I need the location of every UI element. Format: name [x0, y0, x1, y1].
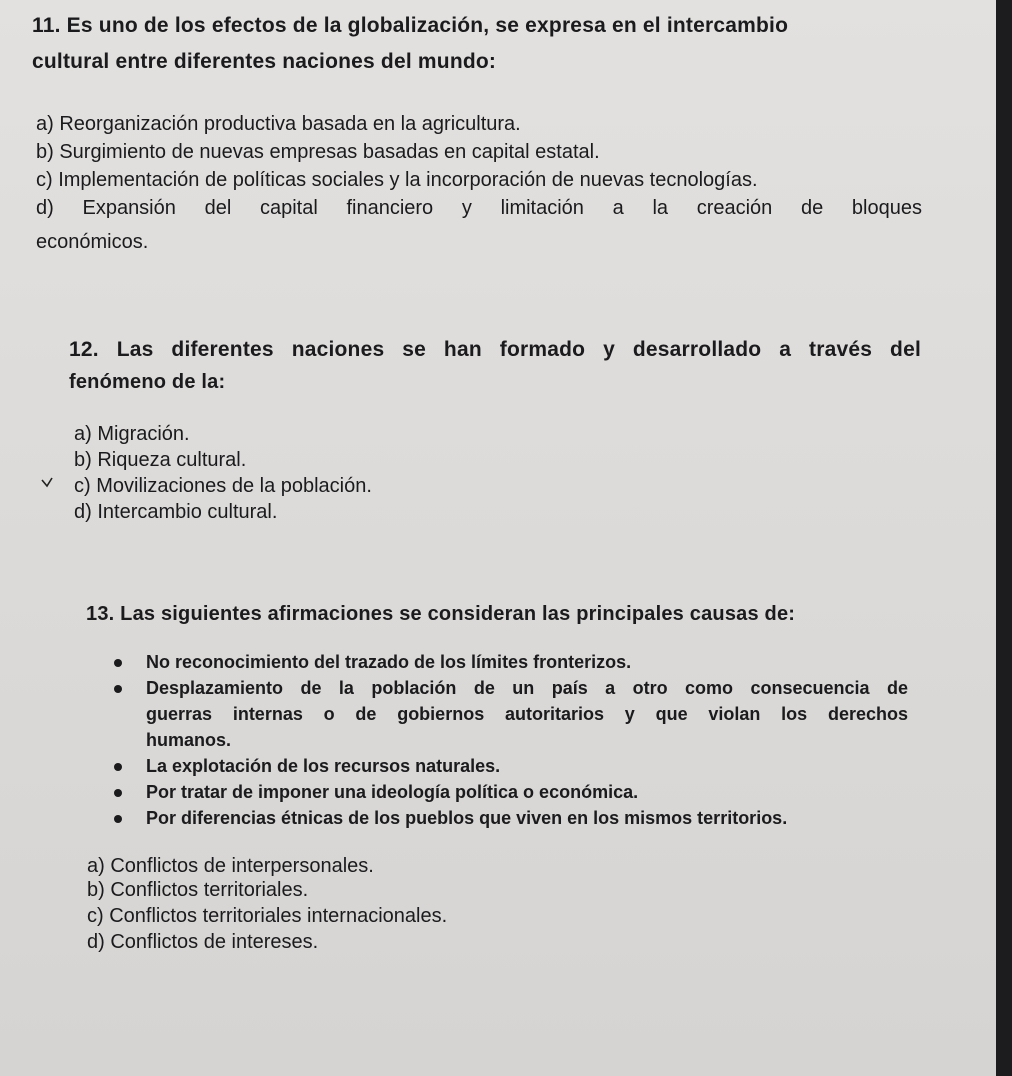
- q13-bullet-item: [146, 675, 908, 701]
- q12-option-d: d) Intercambio cultural.: [74, 501, 278, 523]
- q11-title-line2: cultural entre diferentes naciones del mundo:: [32, 50, 497, 73]
- q13-bullet-text: No reconocimiento del trazado de los límites fronterizos.: [146, 652, 632, 672]
- q11-option-d-line1: d) Expansión del capital financiero y limitación a la creación de bloques: [36, 197, 922, 219]
- q12-option-a: a) Migración.: [74, 423, 190, 445]
- q12-title-line1: 12. Las diferentes naciones se han formado y desarrollado a través del: [69, 338, 921, 361]
- q13-bullet-item: [146, 779, 908, 805]
- q12-title-line2: fenómeno de la:: [69, 371, 226, 393]
- q11-option-d-line2: económicos.: [36, 231, 149, 253]
- q13-bullet-list: [146, 649, 908, 831]
- bullet-icon: [114, 789, 122, 797]
- q13-title: 13. Las siguientes afirmaciones se consideran las principales causas de:: [86, 603, 796, 625]
- q12-option-c: c) Movilizaciones de la población.: [74, 475, 372, 497]
- bullet-icon: [114, 815, 122, 823]
- check-mark-icon: [41, 476, 53, 490]
- q11-option-b: b) Surgimiento de nuevas empresas basadas en capital estatal.: [36, 141, 600, 163]
- q13-bullet-item: [146, 649, 908, 675]
- q13-bullet-continuation: [146, 727, 908, 753]
- bullet-icon: [114, 659, 122, 667]
- bullet-icon: [114, 685, 122, 693]
- q13-option-b: b) Conflictos territoriales.: [87, 879, 309, 901]
- q13-bullet-item: [146, 753, 908, 779]
- q13-bullet-item: [146, 805, 908, 831]
- q13-bullet-text: Desplazamiento de la población de un país a otro como consecuencia de: [146, 678, 908, 698]
- q13-bullet-text: La explotación de los recursos naturales.: [146, 756, 501, 776]
- q13-bullet-text: guerras internas o de gobiernos autoritarios y que violan los derechos: [146, 704, 908, 724]
- q13-option-c: c) Conflictos territoriales internacionales.: [87, 905, 448, 927]
- q13-bullet-text: humanos.: [146, 730, 232, 750]
- q13-bullet-text: Por tratar de imponer una ideología política o económica.: [146, 782, 639, 802]
- q13-option-a: a) Conflictos de interpersonales.: [87, 855, 374, 877]
- q11-option-a: a) Reorganización productiva basada en la agricultura.: [36, 113, 521, 135]
- q11-option-c: c) Implementación de políticas sociales y la incorporación de nuevas tecnologías.: [36, 169, 758, 191]
- q12-option-b: b) Riqueza cultural.: [74, 449, 247, 471]
- page-edge-shadow: [996, 0, 1012, 1076]
- bullet-icon: [114, 763, 122, 771]
- q13-bullet-continuation: [146, 701, 908, 727]
- q13-bullet-text: Por diferencias étnicas de los pueblos que viven en los mismos territorios.: [146, 808, 788, 828]
- q11-title-line1: 11. Es uno de los efectos de la globalización, se expresa en el intercambio: [32, 14, 789, 37]
- q13-option-d: d) Conflictos de intereses.: [87, 931, 319, 953]
